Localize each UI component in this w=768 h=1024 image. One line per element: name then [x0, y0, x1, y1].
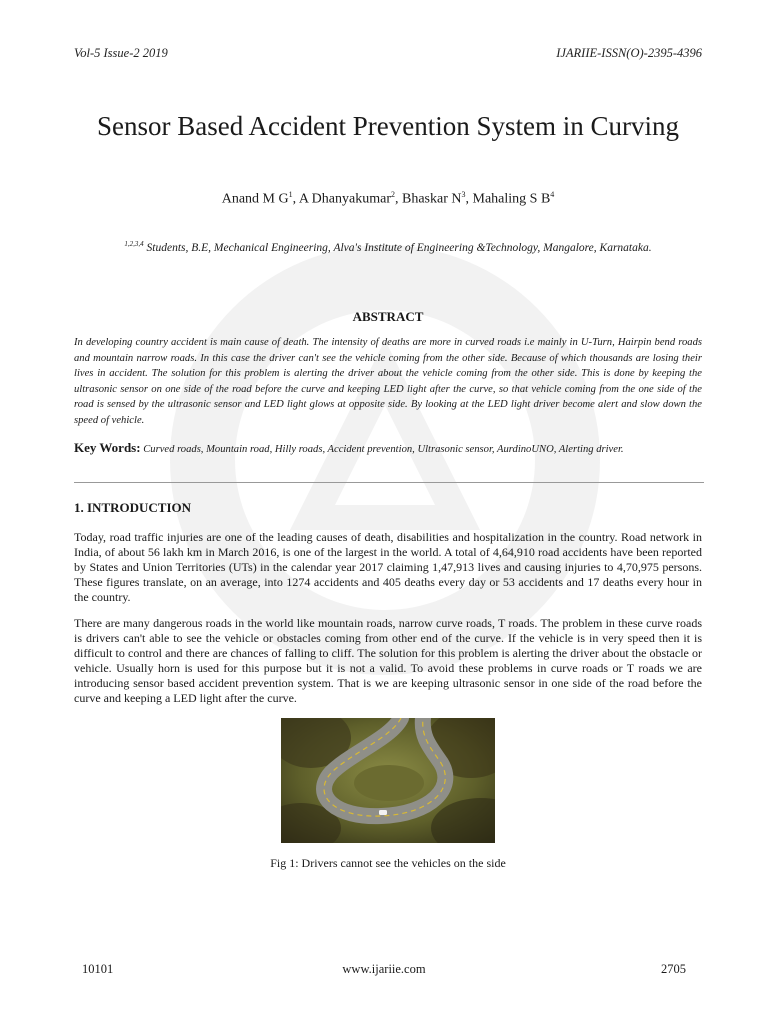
author-name: Mahaling S B: [472, 191, 551, 207]
figure-caption: Fig 1: Drivers cannot see the vehicles on the side: [270, 856, 506, 870]
footer-page-number: 2705: [661, 962, 686, 976]
figure-curved-road-photo: [281, 718, 495, 843]
running-header-issn: IJARIIE-ISSN(O)-2395-4396: [556, 46, 702, 60]
author-separator: ,: [395, 191, 402, 207]
affiliation: [74, 236, 702, 257]
affiliation-mark: 1,2,3,4: [124, 240, 144, 248]
author-name: Bhaskar N: [402, 191, 462, 207]
paper-title: Sensor Based Accident Prevention System in Curving: [97, 111, 679, 141]
abstract-heading: ABSTRACT: [352, 309, 424, 324]
author-list: [74, 190, 702, 208]
intro-paragraph-1: Today, road traffic injuries are one of the leading causes of death, disabilities and hospitalization in the country. Road network in India, of about 56 lakh km in March 2016, is one of the largest in the world. A total of 4,64,910 road accidents have been reported by States and Union Territories (UTs) in the calendar year 2017 claiming 1,47,913 lives and causing injuries to 4,70,975 persons. These figures translate, on an average, into 1274 accidents and 405 deaths every day or 53 accidents and 17 deaths every hour in the country.: [74, 530, 702, 604]
keywords: [74, 440, 702, 458]
author-affiliation-mark: 3: [461, 190, 466, 199]
author-affiliation-mark: 1: [288, 190, 293, 199]
keywords-text: Curved roads, Mountain road, Hilly roads, Accident prevention, Ultrasonic sensor, AurdinoUNO, Alerting driver.: [143, 444, 624, 455]
keywords-label: Key Words:: [74, 440, 141, 455]
author-affiliation-mark: 4: [550, 190, 555, 199]
footer-doc-number: 10101: [82, 962, 114, 976]
author-separator: ,: [292, 191, 299, 207]
author-separator: ,: [465, 191, 473, 207]
affiliation-text: Students, B.E, Mechanical Engineering, Alva's Institute of Engineering &Technology, Mangalore, Karnataka.: [146, 241, 652, 254]
abstract-text: In developing country accident is main cause of death. The intensity of deaths are more in curved roads i.e mainly in U-Turn, Hairpin bend roads and mountain narrow roads. In this case the driver can't see the vehicle coming from the other side. Because of which thousands are losing their lives in accident. The solution for this problem is alerting the driver about the vehicle coming from the other side. This is done by keeping the ultrasonic sensor on one side of the road before the curve and keeping LED light after the curve, so that vehicle coming from the one side of the road is sensed by the ultrasonic sensor and LED light glows at opposite side. By looking at the LED light driver become alert and slow down the speed of vehicle.: [74, 337, 702, 426]
author-name: Anand M G: [221, 191, 289, 207]
intro-paragraph-2: There are many dangerous roads in the world like mountain roads, narrow curve roads, T roads. The problem in these curve roads is drivers can't able to see the vehicle or obstacles coming from other end of the curve. If the vehicle is in very speed then it is difficult to control and there are chances of falling to cliff. The solution for this problem is alerting the driver about the obstacle or vehicle. Usually horn is used for this purpose but it is not a valid. To avoid these problems in curve roads or T roads we are introducing sensor based accident prevention system. That is we are keeping ultrasonic sensor in one side of the road before the curve and keeping a LED light after the curve.: [74, 616, 702, 705]
section-divider: [74, 482, 704, 483]
footer-website: www.ijariie.com: [342, 962, 426, 976]
section-heading-introduction: 1. INTRODUCTION: [74, 500, 192, 515]
running-header-issue: Vol-5 Issue-2 2019: [74, 46, 168, 60]
author-name: A Dhanyakumar: [298, 191, 391, 207]
author-affiliation-mark: 2: [391, 190, 395, 199]
